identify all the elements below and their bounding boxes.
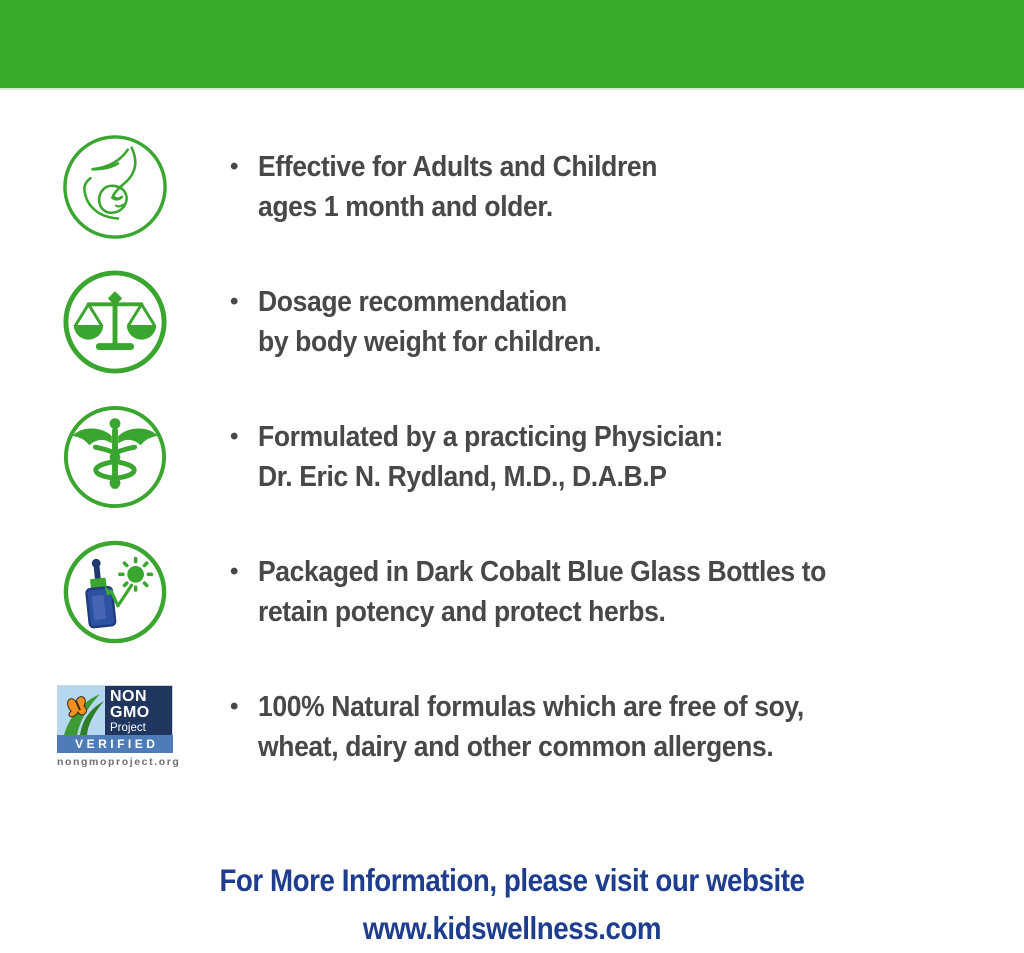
feature-line: Dosage recommendation: [258, 285, 567, 318]
caduceus-icon: [0, 403, 230, 511]
feature-text-block: [230, 417, 758, 497]
feature-text-block: [230, 147, 687, 227]
bullet-marker: •: [230, 422, 239, 450]
bullet-marker: •: [230, 287, 239, 315]
non-gmo-url-text: nongmoproject.org: [57, 756, 181, 768]
feature-line: Effective for Adults and Children: [258, 150, 658, 183]
mother-child-icon: [0, 133, 230, 241]
feature-line: 100% Natural formulas which are free of soy,: [258, 690, 804, 723]
balance-scale-icon: [0, 268, 230, 376]
website-url-text: www.kidswellness.com: [362, 910, 662, 946]
feature-row-physician: [0, 389, 1024, 524]
feature-text-block: [230, 552, 869, 632]
feature-line: Packaged in Dark Cobalt Blue Glass Bottles to: [258, 555, 827, 588]
non-gmo-project-verified-logo: [57, 685, 181, 768]
feature-line: ages 1 month and older.: [258, 190, 553, 223]
verified-band: VERIFIED: [57, 735, 173, 753]
non-gmo-word: GMO: [110, 704, 150, 722]
bullet-marker: •: [230, 692, 239, 720]
feature-line: retain potency and protect herbs.: [258, 595, 666, 628]
feature-row-dosage: [0, 254, 1024, 389]
feature-text-block: [230, 687, 845, 767]
butterfly-grass-icon: [58, 686, 105, 735]
bullet-marker: •: [230, 557, 239, 585]
dropper-bottle-sun-icon: [0, 538, 230, 646]
bullet-marker: •: [230, 152, 239, 180]
feature-line: by body weight for children.: [258, 325, 602, 358]
footer-cta-text: For More Information, please visit our website: [219, 862, 805, 898]
feature-text-block: [230, 282, 627, 362]
non-gmo-word: NON: [110, 688, 148, 705]
header-bar: [0, 0, 1024, 90]
non-gmo-word: Project: [110, 721, 146, 734]
feature-row-packaging: [0, 524, 1024, 659]
feature-row-ages: [0, 119, 1024, 254]
feature-line: Formulated by a practicing Physician:: [258, 420, 723, 453]
feature-line: Dr. Eric N. Rydland, M.D., D.A.B.P: [258, 460, 667, 493]
footer-cta: [0, 856, 1024, 952]
feature-list: [0, 90, 1024, 794]
feature-line: wheat, dairy and other common allergens.: [258, 730, 774, 763]
non-gmo-wordmark: [105, 686, 172, 735]
feature-row-natural: [0, 659, 1024, 794]
